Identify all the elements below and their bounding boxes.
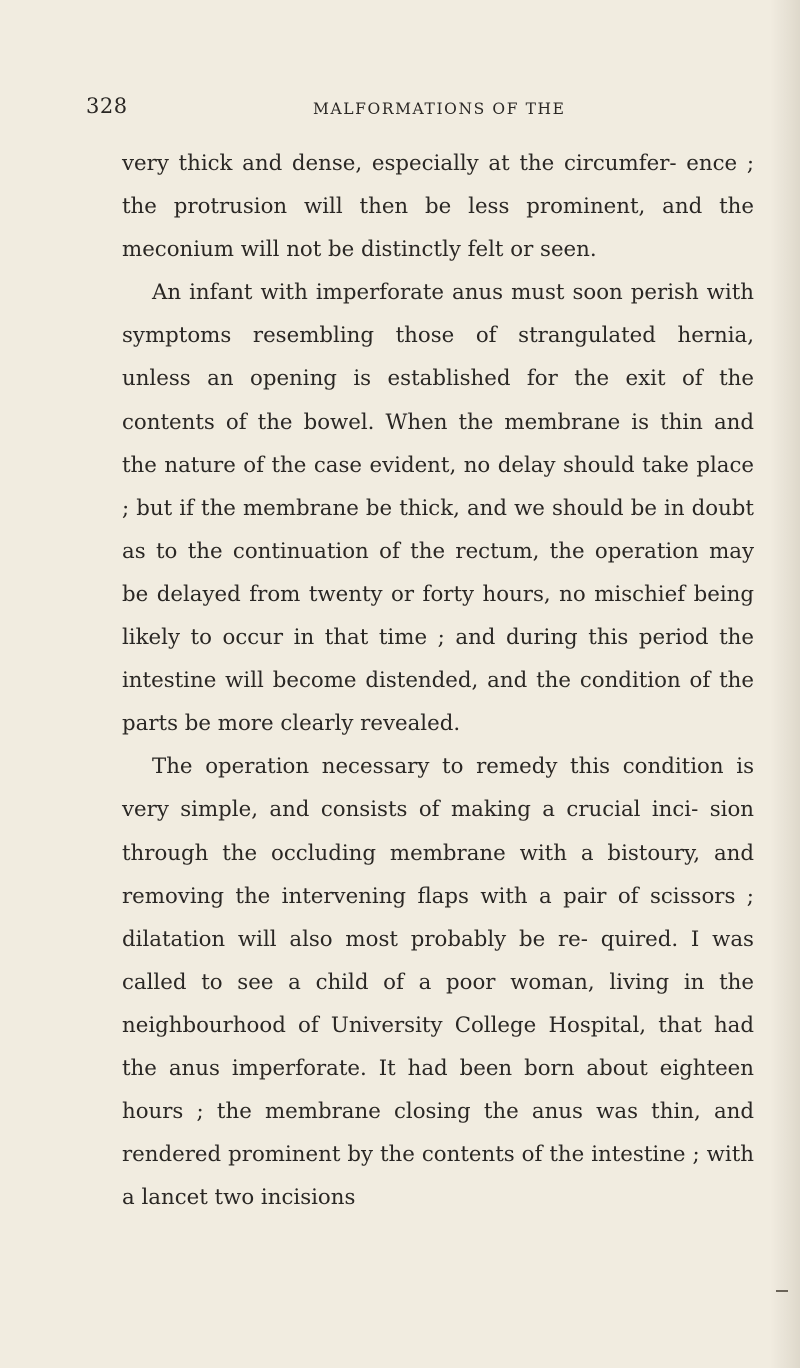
paragraph-operation: The operation necessary to remedy this condition is very simple, and consists of making a crucial inci- sion through the occluding membrane with a bistoury, and removing the intervening flaps with a pair of scissors ; dilatation will also most probably be re- quired. I was called to see a child of a poor woman, living in the neighbourhood of University College Hospital, that had the anus imperforate. It had been born about eighteen hours ; the membrane closing the anus was thin, and rendered prominent by the contents of the intestine ; with a lancet two incisions xyxy=(122,754,754,1211)
paragraph-continuation: very thick and dense, especially at the circumfer- ence ; the protrusion will then be less prominent, and the meconium will not be distinctly felt or seen. xyxy=(122,151,754,263)
page-number: 328 xyxy=(86,94,128,118)
body-text xyxy=(122,142,754,1219)
paragraph-imperforate-anus: An infant with imperforate anus must soon perish with symptoms resembling those of strangulated hernia, unless an opening is established for the exit of the contents of the bowel. When the membrane is thin and the nature of the case evident, no delay should take place ; but if the membrane be thick, and we should be in doubt as to the continuation of the rectum, the operation may be delayed from twenty or forty hours, no mischief being likely to occur in that time ; and during this period the intestine will become distended, and the condition of the parts be more clearly revealed. xyxy=(122,280,754,737)
running-head: MALFORMATIONS OF THE xyxy=(313,100,566,118)
page-edge-mark xyxy=(776,1290,788,1292)
